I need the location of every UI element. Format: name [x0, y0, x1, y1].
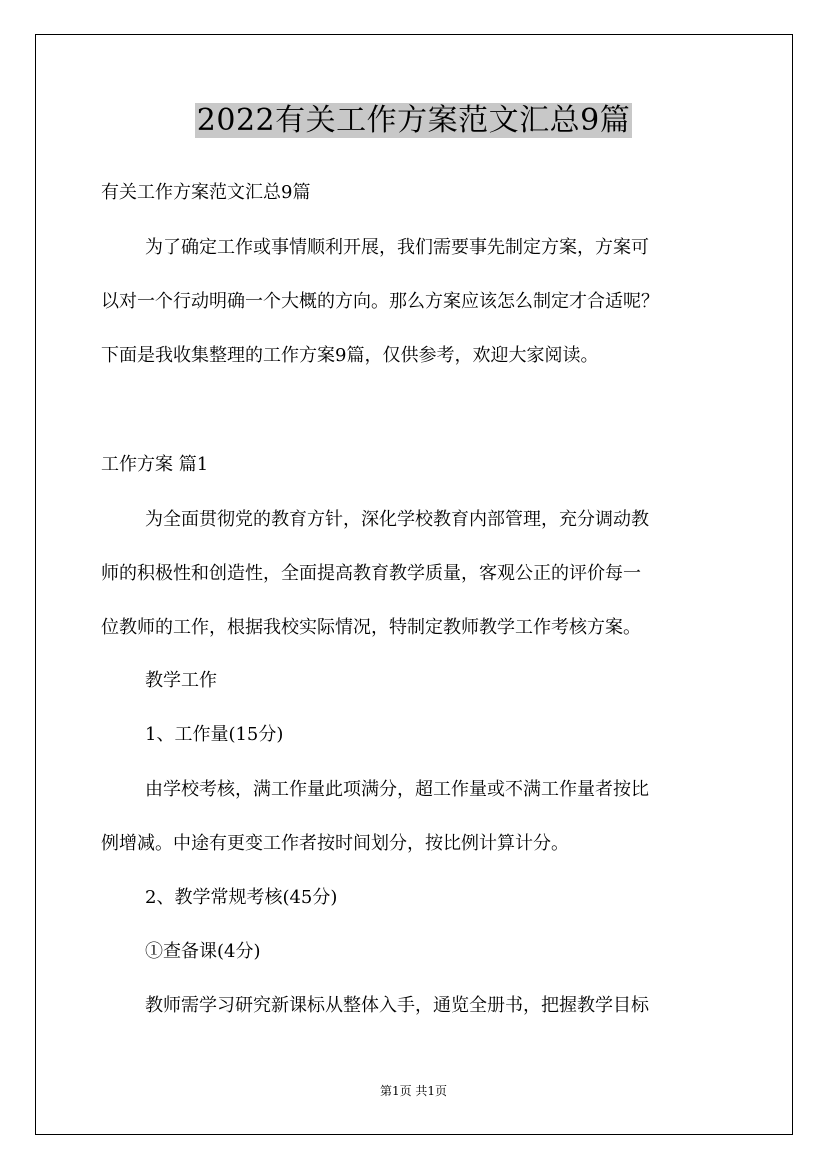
document-subtitle: 有关工作方案范文汇总9篇 — [101, 182, 311, 203]
intro-line-1: 为了确定工作或事情顺利开展，我们需要事先制定方案，方案可 — [145, 237, 649, 258]
intro-line-3: 下面是我收集整理的工作方案9篇，仅供参考，欢迎大家阅读。 — [101, 345, 599, 366]
para1-line-1: 为全面贯彻党的教育方针，深化学校教育内部管理，充分调动教 — [145, 509, 649, 530]
item1-heading: 1、工作量(15分) — [145, 724, 284, 745]
item2-subheading: ①查备课(4分) — [145, 941, 261, 962]
para1-line-3: 位教师的工作，根据我校实际情况，特制定教师教学工作考核方案。 — [101, 617, 641, 638]
item2-line-1: 教师需学习研究新课标从整体入手，通览全册书，把握教学目标 — [145, 995, 649, 1016]
page-footer: 第1页 共1页 — [379, 1084, 448, 1098]
item2-heading: 2、教学常规考核(45分) — [145, 887, 338, 908]
document-title — [0, 100, 827, 142]
intro-line-2: 以对一个行动明确一个大概的方向。那么方案应该怎么制定才合适呢？ — [101, 291, 659, 312]
para1-line-2: 师的积极性和创造性，全面提高教育教学质量，客观公正的评价每一 — [101, 563, 641, 584]
section-heading: 工作方案 篇1 — [101, 454, 209, 475]
item1-line-1: 由学校考核，满工作量此项满分，超工作量或不满工作量者按比 — [145, 779, 649, 800]
item1-line-2: 例增减。中途有更变工作者按时间划分，按比例计算计分。 — [101, 833, 569, 854]
teaching-heading: 教学工作 — [145, 670, 217, 691]
document-title-text: 2022有关工作方案范文汇总9篇 — [196, 103, 631, 138]
